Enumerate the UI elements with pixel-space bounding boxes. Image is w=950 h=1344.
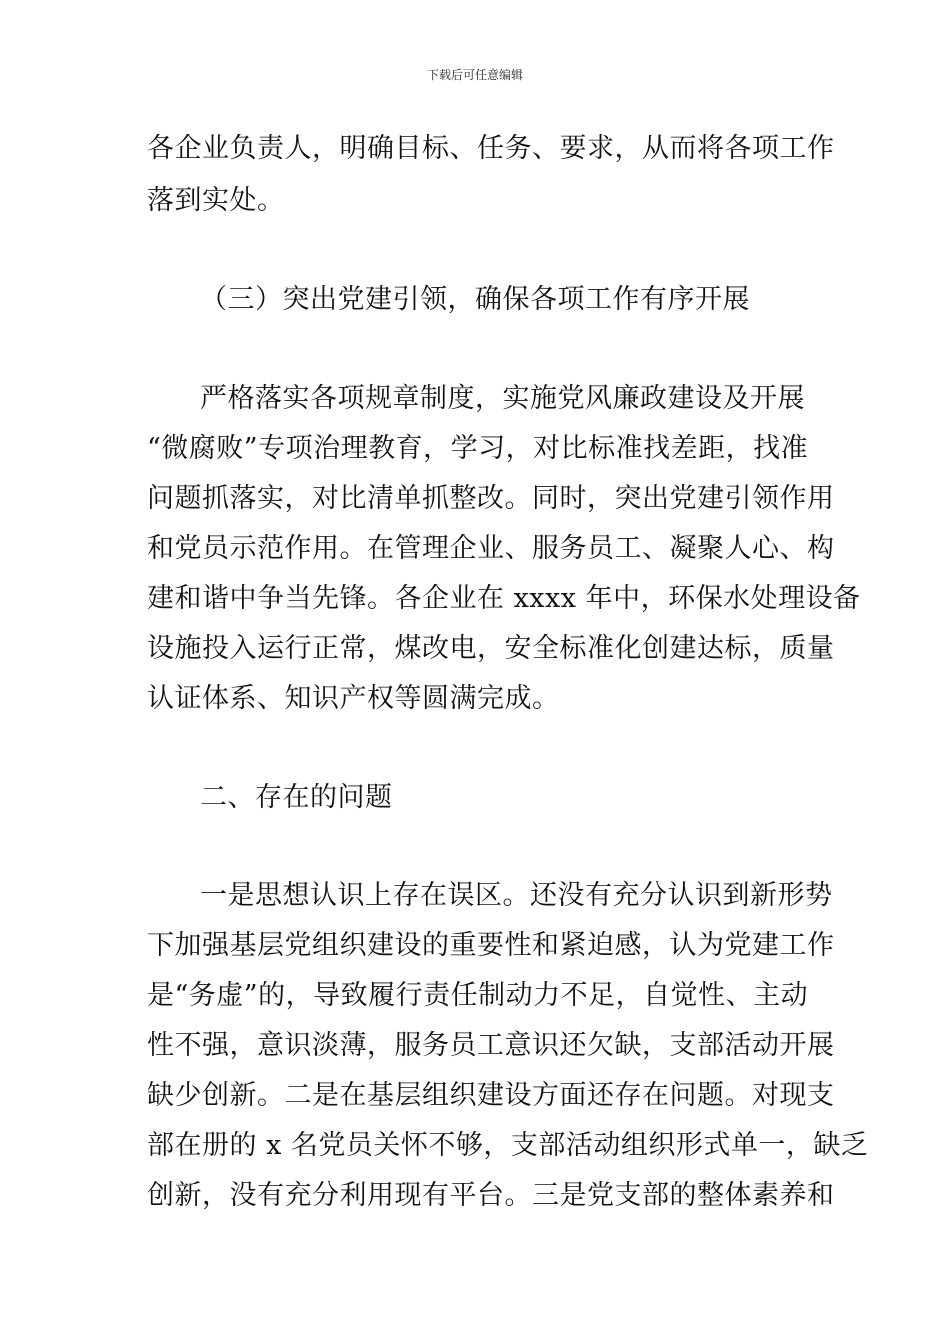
paragraph-line: 缺少创新。二是在基层组织建设方面还存在问题。对现支	[147, 1080, 835, 1111]
paragraph-line: 认证体系、知识产权等圆满完成。	[147, 683, 560, 714]
paragraph-line: 是“务虚”的，导致履行责任制动力不足，自觉性、主动	[147, 980, 809, 1011]
paragraph-line: 落到实处。	[147, 185, 285, 216]
paragraph-line: 问题抓落实，对比清单抓整改。同时，突出党建引领作用	[147, 483, 835, 514]
section-heading: （三）突出党建引领，确保各项工作有序开展	[200, 284, 750, 315]
paragraph-line: 创新，没有充分利用现有平台。三是党支部的整体素养和	[147, 1180, 835, 1211]
paragraph-line: 设施投入运行正常，煤改电，安全标准化创建达标，质量	[147, 633, 835, 664]
paragraph-line: 和党员示范作用。在管理企业、服务员工、凝聚人心、构	[147, 533, 835, 564]
paragraph-line: 严格落实各项规章制度，实施党风廉政建设及开展	[200, 383, 805, 414]
paragraph-line: 各企业负责人，明确目标、任务、要求，从而将各项工作	[147, 133, 835, 164]
paragraph-line: 下加强基层党组织建设的重要性和紧迫感，认为党建工作	[147, 930, 835, 961]
paragraph-line: 一是思想认识上存在误区。还没有充分认识到新形势	[200, 880, 833, 911]
section-heading: 二、存在的问题	[200, 782, 393, 813]
paragraph-line: 性不强，意识淡薄，服务员工意识还欠缺，支部活动开展	[147, 1030, 835, 1061]
paragraph-line: 部在册的 x 名党员关怀不够，支部活动组织形式单一，缺乏	[147, 1130, 869, 1161]
paragraph-line: “微腐败”专项治理教育，学习，对比标准找差距，找准	[147, 433, 809, 464]
paragraph-line: 建和谐中争当先锋。各企业在 xxxx 年中，环保水处理设备	[147, 583, 861, 614]
page-header-note: 下载后可任意编辑	[426, 68, 523, 82]
